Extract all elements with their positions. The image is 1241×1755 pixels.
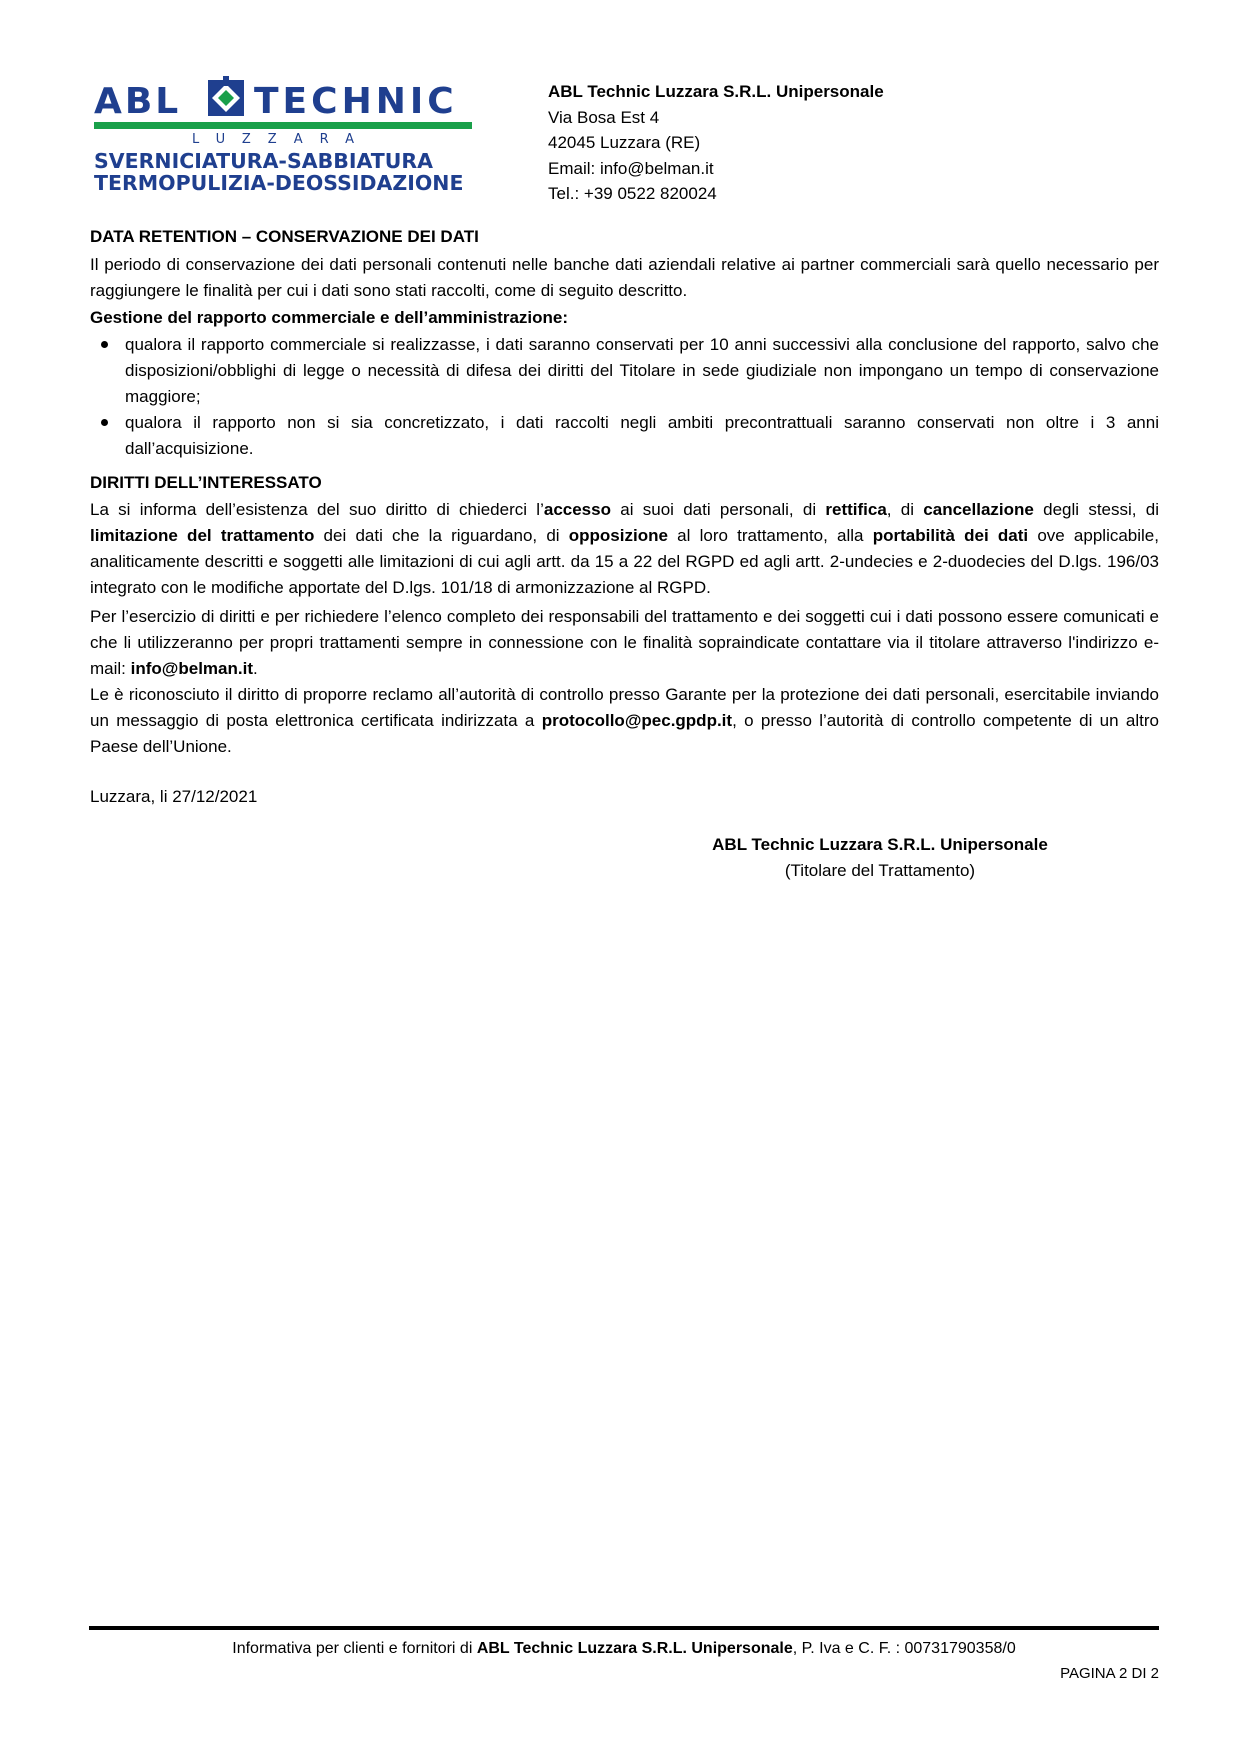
email-link[interactable]: info@belman.it [130,659,253,678]
logo-word-abl: ABL [94,81,182,122]
text-run: ai suoi dati personali, di [610,500,826,519]
text-run: La si informa dell’esistenza del suo diritto di chiederci l’ [90,500,544,519]
rights-paragraph-3 [90,682,1159,760]
bold-run: ABL Technic Luzzara S.R.L. Unipersonale [476,1640,793,1657]
company-contact [548,79,884,207]
text-run: dei dati che la riguardano, di [314,526,569,545]
text-run: Le è riconosciuto il diritto di proporre reclamo all’autorità di controllo presso Garante per la protezione dei dati personali, esercitabile inviando un messaggio di posta elettronica certificata indirizzata a [90,685,1159,730]
bullet-icon [101,341,108,348]
footer-info [89,1637,1159,1661]
retention-subheading: Gestione del rapporto commerciale e dell’amministrazione: [90,308,569,327]
bullet-icon [101,419,108,426]
signature-block [700,832,1060,884]
list-item-text: qualora il rapporto non si sia concretizzato, i dati raccolti negli ambiti precontrattuali saranno conservati non oltre i 3 anni dall’acquisizione. [125,413,1159,458]
company-logo [94,76,474,196]
text-run: degli stessi, di [1033,500,1159,519]
logo-diamond-icon [206,76,246,120]
rights-paragraph-2 [90,604,1159,682]
logo-word-technic: TECHNIC [254,81,458,122]
company-name: ABL Technic Luzzara S.R.L. Unipersonale [548,82,884,101]
bold-run: opposizione [568,526,668,545]
list-item-text: qualora il rapporto commerciale si realizzasse, i dati saranno conservati per 10 anni successivi alla conclusione del rapporto, salvo che disposizioni/obblighi di legge o necessità di difesa dei diritti del Titolare in sede giudiziale non impongano un tempo di conservazione maggiore; [125,335,1159,406]
document-date: Luzzara, li 27/12/2021 [90,787,258,806]
logo-tagline-1: SVERNICIATURA-SABBIATURA [94,149,434,173]
text-run: , P. Iva e C. F. : 00731790358/0 [792,1640,1016,1657]
logo-green-bar [94,122,472,129]
logo-tagline-2: TERMOPULIZIA-DEOSSIDAZIONE [94,171,464,195]
rights-paragraph-1 [90,497,1159,601]
bold-run: cancellazione [923,500,1034,519]
bold-run: portabilità dei dati [872,526,1029,545]
text-run: , o presso l’autorità di controllo competente di un altro Paese dell’Unione. [90,711,1159,756]
signature-name: ABL Technic Luzzara S.R.L. Unipersonale [712,835,1048,854]
retention-list [90,332,1159,462]
text-run: . [252,659,258,678]
text-run: al loro trattamento, alla [667,526,873,545]
bold-run: limitazione del trattamento [90,526,315,545]
text-run: ove applicabile, analiticamente descritti e soggetti alle limitazioni di cui agli artt. da 15 a 22 del RGPD ed agli artt. 2-undecies e 2-duodecies del D.lgs. 196/03 integrato con le modifiche apportate del D.lgs. 101/18 di armonizzazione al RGPD. [90,526,1159,597]
company-address: Via Bosa Est 4 [548,107,660,127]
logo-wordmark [94,76,474,122]
footer-divider [89,1626,1159,1630]
retention-paragraph: Il periodo di conservazione dei dati personali contenuti nelle banche dati aziendali relative ai partner commerciali sarà quello necessario per raggiungere le finalità per cui i dati sono stati raccolti, come di seguito descritto. [90,255,1159,300]
company-city: 42045 Luzzara (RE) [548,133,701,152]
bold-run: accesso [543,500,611,519]
list-item [90,332,1159,410]
bold-run: rettifica [825,500,887,519]
company-email: Email: info@belman.it [548,158,714,178]
signature-role: (Titolare del Trattamento) [784,861,976,880]
logo-city: LUZZARA [192,132,371,147]
text-run: , di [886,500,924,519]
text-run: Informativa per clienti e fornitori di [232,1640,477,1657]
company-phone: Tel.: +39 0522 820024 [548,184,717,203]
text-run: Per l’esercizio di diritti e per richiedere l’elenco completo dei responsabili del trattamento e dei soggetti cui i dati possono essere comunicati e che li utilizzeranno per propri trattamenti sempre in connessione con le finalità sopraindicate contattare via il titolare attraverso l'indirizzo e-mail: [90,607,1159,678]
rights-heading: DIRITTI DELL’INTERESSATO [90,473,322,492]
pec-email-link[interactable]: protocollo@pec.gpdp.it [541,711,733,730]
list-item [90,410,1159,462]
page-number: PAGINA 2 DI 2 [1060,1665,1159,1682]
retention-heading: DATA RETENTION – CONSERVAZIONE DEI DATI [90,227,479,246]
